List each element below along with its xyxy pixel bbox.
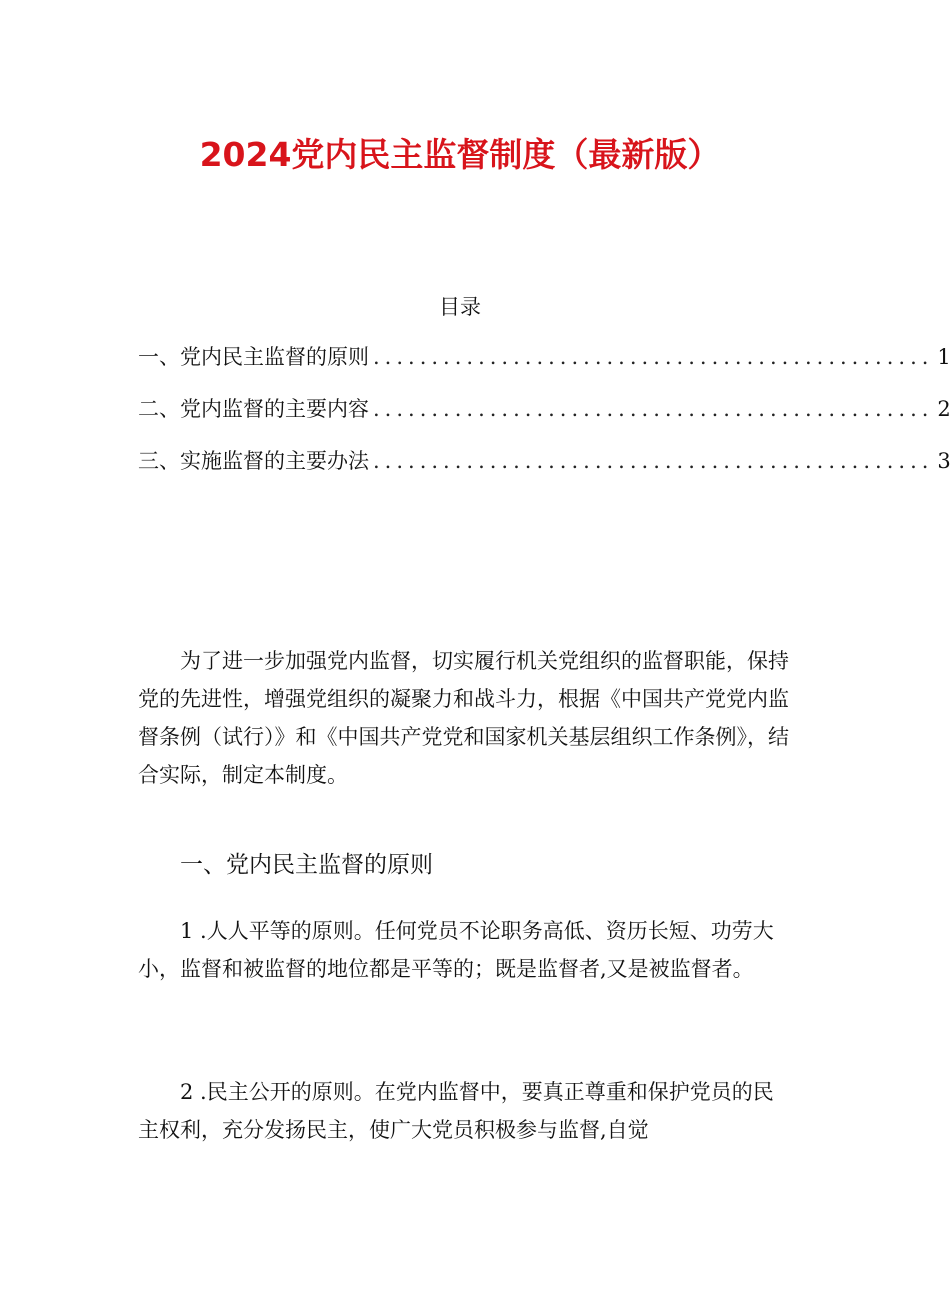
- body-paragraph: 2 .民主公开的原则。在党内监督中，要真正尊重和保护党员的民主权利，充分发扬民主，使广大党员积极参与监督,自觉: [138, 1080, 774, 1142]
- body-paragraph: 1 .人人平等的原则。任何党员不论职务高低、资历长短、功劳大小，监督和被监督的地位都是平等的；既是监督者,又是被监督者。: [138, 919, 774, 981]
- toc-item-label: 二、党内监督的主要内容: [138, 397, 369, 421]
- toc-page-number: 1: [937, 345, 951, 369]
- section-heading: 一、党内民主监督的原则: [180, 852, 433, 878]
- toc-page-number: 2: [937, 397, 951, 421]
- toc-item[interactable]: [138, 392, 951, 444]
- toc-leader-dots: ................................................: [373, 397, 934, 421]
- toc-item[interactable]: [138, 340, 951, 392]
- document-title: 2024党内民主监督制度（最新版）: [199, 135, 721, 175]
- toc-item-label: 三、实施监督的主要办法: [138, 449, 369, 473]
- table-of-contents: [138, 340, 951, 496]
- toc-page-number: 3: [937, 449, 951, 473]
- toc-heading: 目录: [439, 295, 481, 319]
- toc-leader-dots: ................................................: [373, 345, 934, 369]
- toc-item-label: 一、党内民主监督的原则: [138, 345, 369, 369]
- intro-paragraph: 为了进一步加强党内监督，切实履行机关党组织的监督职能，保持党的先进性，增强党组织的凝聚力和战斗力，根据《中国共产党党内监督条例（试行）》和《中国共产党党和国家机关基层组织工作条例》，结合实际，制定本制度。: [138, 649, 789, 787]
- toc-item[interactable]: [138, 444, 951, 496]
- toc-leader-dots: ................................................: [373, 449, 934, 473]
